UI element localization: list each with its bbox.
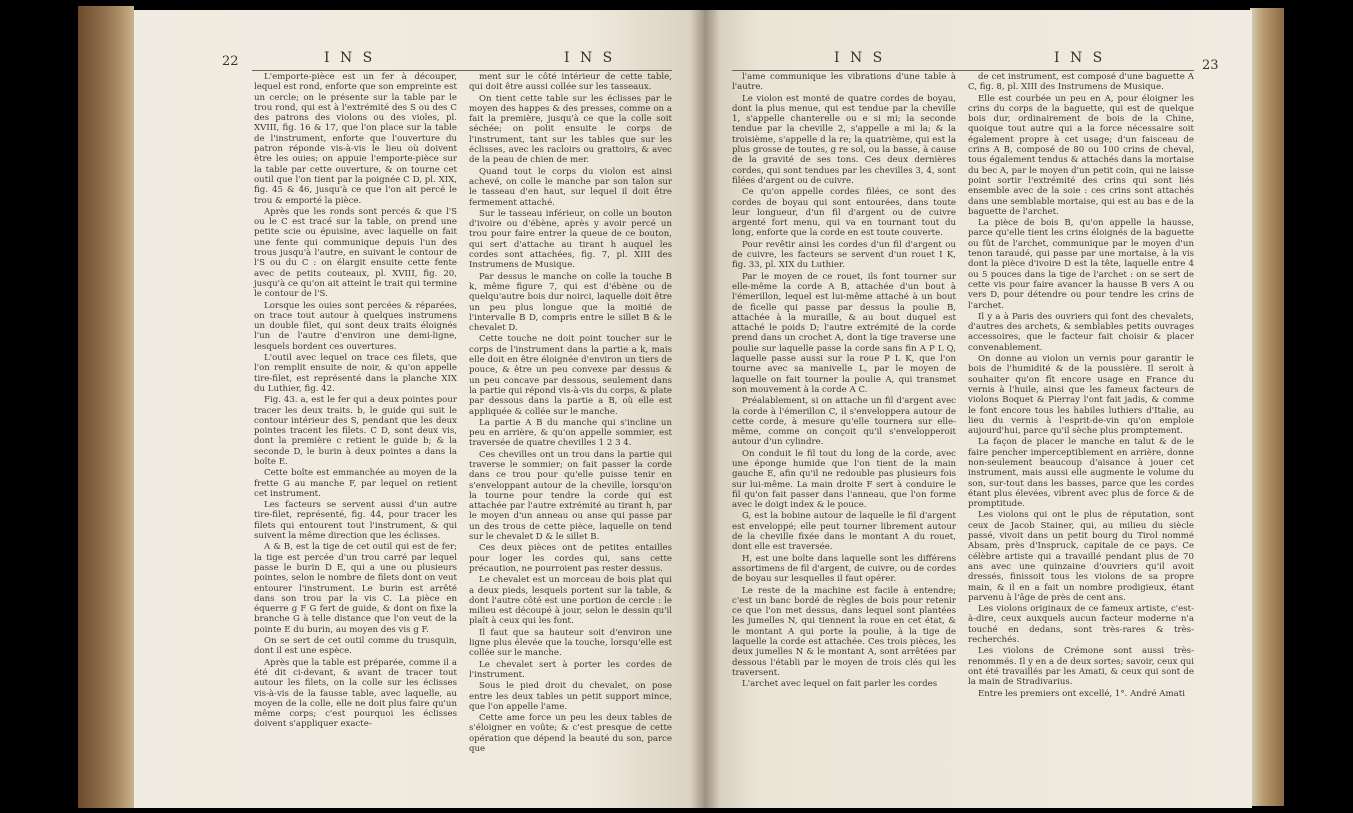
page-number-right: 23 [1202, 58, 1219, 73]
paragraph: Entre les premiers ont excellé, 1°. André Amati [978, 688, 1185, 699]
paragraph: Pour revêtir ainsi les cordes d'un fil d'argent ou de cuivre, les facteurs se servent d'un rouet I K, fig. 33, pl. XIX du Luthier. [732, 239, 956, 271]
paragraph: Le violon est monté de quatre cordes de boyau, dont la plus menue, qui est tendue par la cheville 1, s'appelle chanterelle ou e si mi; la seconde tendue par la cheville 2, s'appelle a mi la; & la troisième, s'appelle d la re; la quatrième, qui est la plus grosse de toutes, g re sol, ou la basse, à cause de la gravité de ses tons. Ces deux dernières cordes, qui sont tendues par les chevilles 3, 4, sont filées d'argent ou de cuivre. [732, 93, 956, 186]
paragraph: Par le moyen de ce rouet, ils font tourner sur elle-même la corde A B, attachée d'un bout à l'émerillon, lequel est lui-même attaché à un bout de ficelle qui passe par dessus la poulie B, attachée à la muraille, & au bout duquel est attaché le poids D; l'autre extrémité de la corde prend dans un crochet A, dont la tige traverse une poulie sur laquelle passe la corde sans fin A P L Q, laquelle passe aussi sur la roue P L K, que l'on tourne avec sa manivelle L, par le moyen de laquelle on fait tourner la poulie A, qui transmet son mouvement à la corde A C. [732, 271, 956, 395]
paragraph: Après que les ronds sont percés & que l'S ou le C est tracé sur la table, on prend une petite scie ou épuisine, avec laquelle on fait une fente qui communique depuis l'un des trous jusqu'à l'autre, en suivant le contour de l'S ou du C : on élargit ensuite cette fente avec de petits couteaux, pl. XVIII, fig. 20, jusqu'à ce qu'on ait atteint le trait qui termine le contour de l'S. [254, 206, 457, 300]
running-head-left-2: I N S [564, 50, 616, 66]
paragraph: Préalablement, si on attache un fil d'argent avec la corde à l'émerillon C, il s'enveloppera autour de cette corde, à mesure qu'elle tournera sur elle-même, comme on conçoit qu'il s'envelopperoit autour d'un cylindre. [732, 396, 956, 448]
paragraph: Cette ame force un peu les deux tables de s'éloigner en voûte; & c'est presque de cette opération que dépend la beauté du son, parce que [469, 713, 672, 754]
paragraph: de cet instrument, est composé d'une baguette A C, fig. 8, pl. XIII des Instrumens de Musique. [968, 72, 1194, 93]
paragraph: Par dessus le manche on colle la touche B k, même figure 7, qui est d'ébène ou de quelqu'autre bois dur noirci, laquelle doit être un peu plus longue que la moitié de l'intervalle B D, compris entre le sillet B & le chevalet D. [469, 271, 672, 334]
book-cover-left [78, 6, 134, 808]
paragraph: l'ame communique les vibrations d'une table à l'autre. [732, 72, 956, 93]
running-head-right-1: I N S [834, 50, 886, 66]
paragraph: La pièce de bois B, qu'on appelle la hausse, parce qu'elle tient les crins éloignés de la baguette ou fût de l'archet, communique par le moyen d'un tenon taraudé, qui passe par une mortaise, à la vis dont la pièce d'ivoire D est la tête, laquelle entre 4 ou 5 pouces dans la tige de l'archet : on se sert de cette vis pour faire avancer la hausse B vers A ou vers D, pour détendre ou pour tendre les crins de l'archet. [968, 218, 1194, 311]
header-rule-left [252, 70, 672, 71]
paragraph: On donne au violon un vernis pour garantir le bois de l'humidité & de la poussière. Il seroit à souhaiter qu'on fît encore usage en France du vernis à l'huile, ainsi que les fameux facteurs de violons Boquet & Pierray l'ont fait jadis, & comme le font encore tous les habiles luthiers d'Italie, au lieu du vernis à l'esprit-de-vin qu'on emploie aujourd'hui, parce qu'il sèche plus promptement. [968, 354, 1194, 437]
column-left-2 [469, 72, 672, 755]
header-rule-right [732, 70, 1194, 71]
right-page [704, 10, 1252, 808]
paragraph: La façon de placer le manche en talut & de le faire pencher imperceptiblement en arrière, donne non-seulement beaucoup d'aisance à jouer cet instrument, mais aussi elle augmente le volume du son, sur-tout dans les basses, parce que les cordes étant plus élevées, vibrent avec plus de force & de promptitude. [968, 437, 1194, 510]
paragraph: G, est la bobine autour de laquelle le fil d'argent est enveloppé; elle peut tourner librement autour de la cheville fixée dans le montant A du rouet, dont elle est traversée. [732, 511, 956, 553]
running-head-left-1: I N S [324, 50, 376, 66]
paragraph: Les facteurs se servent aussi d'un autre tire-filet, représenté, fig. 44, pour tracer les filets qui entourent tout l'instrument, & qui suivent la même direction que les éclisses. [254, 500, 457, 542]
paragraph: L'archet avec lequel on fait parler les cordes [742, 679, 938, 690]
paragraph: ment sur le côté intérieur de cette table, qui doit être aussi collée sur les tasseaux. [469, 72, 672, 93]
paragraph: Le reste de la machine est facile à entendre; c'est un banc bordé de règles de bois pour retenir ce que l'on met dessus, dans lequel sont plantées les jumelles N, qui tiennent la roue en cet état, & le montant A qui porte la poulie, à la tige de laquelle la corde est attachée. Ces trois pièces, les deux jumelles N & le montant A, sont arrêtées par dessous l'établi par le moyen de trois clés qui les traversent. [732, 585, 956, 678]
paragraph: Elle est courbée un peu en A, pour éloigner les crins du corps de la baguette, qui est de quelque bois dur, ordinairement de bois de la Chine, quoique tout autre qui a la force nécessaire soit également propre à cet usage; d'un faisceau de crins A B, composé de 80 ou 100 crins de cheval, tous également tendus & attachés dans la mortaise du bec A, par le moyen d'un petit coin, qui ne laisse point sortir l'extrémité des crins qui sont liés ensemble avec de la soie : ces crins sont attachés dans une semblable mortaise, qui est au bas e de la baguette de l'archet. [968, 93, 1194, 217]
paragraph: Cette boîte est emmanchée au moyen de la frette G au manche F, par lequel on retient cet instrument. [254, 468, 457, 499]
paragraph: Ces deux pièces ont de petites entailles pour loger les cordes qui, sans cette précaution, ne pourroient pas rester dessus. [469, 543, 672, 574]
column-right-1 [732, 72, 956, 691]
paragraph: On tient cette table sur les éclisses par le moyen des happes & des presses, comme on a fait la première, jusqu'à ce que la colle soit séchée; on polit ensuite le corps de l'instrument, tant sur les tables que sur les éclisses, avec les racloirs ou grattoirs, & avec de la peau de chien de mer. [469, 93, 672, 166]
paragraph: Les violons de Crémone sont aussi très-renommés. Il y en a de deux sortes; savoir, ceux qui ont été travaillés par les Amati, & ceux qui sont de la main de Stradivarius. [968, 646, 1194, 688]
paragraph: On se sert de cet outil comme du trusquin, dont il est une espèce. [254, 636, 457, 657]
paragraph: Il faut que sa hauteur soit d'environ une ligne plus élevée que la touche, lorsqu'elle est collée sur le manche. [469, 627, 672, 659]
paragraph: Sur le tasseau inférieur, on colle un bouton d'ivoire ou d'ébène, après y avoir percé un trou pour faire entrer la queue de ce bouton, qui sert d'attache au tirant h auquel les cordes sont attachées, fig. 7, pl. XIII des Instrumens de Musique. [469, 208, 672, 271]
paragraph: Les violons originaux de ce fameux artiste, c'est-à-dire, ceux auxquels aucun facteur moderne n'a touché en dedans, sont très-rares & très-recherchés. [968, 604, 1194, 646]
left-page [134, 10, 704, 808]
paragraph: Lorsque les ouies sont percées & réparées, on trace tout autour à quelques instrumens un double filet, qui sont deux traits éloignés l'un de l'autre d'environ une demi-ligne, lesquels bordent ces ouvertures. [254, 300, 457, 352]
paragraph: L'outil avec lequel on trace ces filets, que l'on remplit ensuite de noir, & qu'on appelle tire-filet, est représenté dans la planche XIX du Luthier, fig. 42. [254, 353, 457, 394]
paragraph: Sous le pied droit du chevalet, on pose entre les deux tables un petit support mince, que l'on appelle l'ame. [469, 681, 672, 712]
paragraph: Le chevalet est un morceau de bois plat qui a deux pieds, lesquels portent sur la table, & dont l'autre côté est une portion de cercle : le milieu est découpé à jour, selon le dessin qu'il plaît à ceux qui les font. [469, 575, 672, 627]
paragraph: On conduit le fil tout du long de la corde, avec une éponge humide que l'on tient de la main gauche E, afin qu'il ne redouble pas plusieurs fois sur lui-même. La main droite F sert à conduire le fil qu'on fait passer dans l'anneau, que l'on forme avec le doigt index & le pouce. [732, 448, 956, 511]
book-cover-right [1250, 8, 1284, 806]
paragraph: L'emporte-pièce est un fer à découper, lequel est rond, enforte que son empreinte est un cercle; on le présente sur la table par le trou rond, qui est à l'extrémité des S ou des C des patrons des violons ou des violes, pl. XVIII, fig. 16 & 17, que l'on place sur la table de l'instrument, enforte que l'ouverture du patron réponde vis-à-vis le lieu où doivent être les ouies; on appuie l'emporte-pièce sur la table par cette ouverture, & on tourne cet outil que l'on tient par la poignée C D, pl. XIX, fig. 45 & 46, jusqu'à ce que l'on ait percé le trou & emporté la pièce. [254, 72, 457, 206]
paragraph: La partie A B du manche qui s'incline un peu en arrière, & qu'on appelle sommier, est traversée de quatre chevilles 1 2 3 4. [469, 417, 672, 449]
paragraph: Les violons qui ont le plus de réputation, sont ceux de Jacob Stainer, qui, au milieu du siècle passé, vivoit dans un petit bourg du Tirol nommé Absam, près d'Inspruck, capitale de ce pays. Ce célèbre artiste qui a travaillé pendant plus de 70 ans avec une quinzaine d'ouvriers qu'il avoit dressés, finissoit tous les violons de sa propre main, & il en a fait un nombre prodigieux, étant parvenu à l'âge de près de cent ans. [968, 510, 1194, 603]
paragraph: Ce qu'on appelle cordes filées, ce sont des cordes de boyau qui sont entourées, dans toute leur longueur, d'un fil d'argent ou de cuivre argenté fort menu, qui va en tournant tout du long, enforte que la corde en est toute couverte. [732, 187, 956, 239]
paragraph: A & B, est la tige de cet outil qui est de fer; la tige est percée d'un trou carré par lequel passe le burin D E, qui a une ou plusieurs pointes, selon le nombre de filets dont on veut entourer l'instrument. Le burin est arrêté dans son trou par la vis C. La pièce en équerre g F G fert de guide, & dont on fixe la branche G à telle distance que l'on veut de la pointe E du burin, au moyen des vis g F. [254, 542, 457, 635]
paragraph: Il y a à Paris des ouvriers qui font des chevalets, d'autres des archets, & semblables petits ouvrages accessoires, que le facteur fait choisir & placer convenablement. [968, 311, 1194, 353]
column-left-1 [254, 72, 457, 731]
paragraph: Fig. 43. a, est le fer qui a deux pointes pour tracer les deux traits. b, le guide qui suit le contour intérieur des S, pendant que les deux pointes tracent les filets. C D, sont deux vis, dont la première c retient le guide b; & la seconde D, le burin à deux pointes a dans la boîte E. [254, 395, 457, 467]
paragraph: Après que la table est préparée, comme il a été dit ci-devant, & avant de tracer tout autour les filets, on la colle sur les éclisses vis-à-vis de la fausse table, avec laquelle, au moyen de la colle, elle ne doit plus faire qu'un même corps; c'est pourquoi les éclisses doivent s'appliquer exacte- [254, 657, 457, 730]
page-number-left: 22 [222, 54, 239, 69]
paragraph: Le chevalet sert à porter les cordes de l'instrument. [469, 659, 672, 680]
paragraph: Cette touche ne doit point toucher sur le corps de l'instrument dans la partie a k, mais elle doit en être éloignée d'environ un tiers de pouce, & être un peu convexe par dessus & un peu concave par dessous, seulement dans la partie qui répond vis-à-vis du corps, & plate par dessous dans la partie a B, où elle est appliquée & collée sur le manche. [469, 334, 672, 417]
paragraph: Ces chevilles ont un trou dans la partie qui traverse le sommier; on fait passer la corde dans ce trou pour qu'elle puisse tenir en s'enveloppant autour de la cheville, lorsqu'on la tourne pour tendre la corde qui est attachée par l'autre extrémité au tirant h, par le moyen d'un anneau ou anse qui passe par un des trous de cette pièce, laquelle on tend sur le chevalet D & le sillet B. [469, 449, 672, 543]
running-head-right-2: I N S [1054, 50, 1106, 66]
column-right-2 [968, 72, 1194, 700]
paragraph: H, est une boîte dans laquelle sont les différens assortimens de fil d'argent, de cuivre, ou de cordes de boyau sur lesquelles il faut opérer. [732, 553, 956, 585]
book-gutter [690, 10, 720, 808]
paragraph: Quand tout le corps du violon est ainsi achevé, on colle le manche par son talon sur le tasseau d'en haut, sur lequel il doit être fermement attaché. [469, 166, 672, 208]
